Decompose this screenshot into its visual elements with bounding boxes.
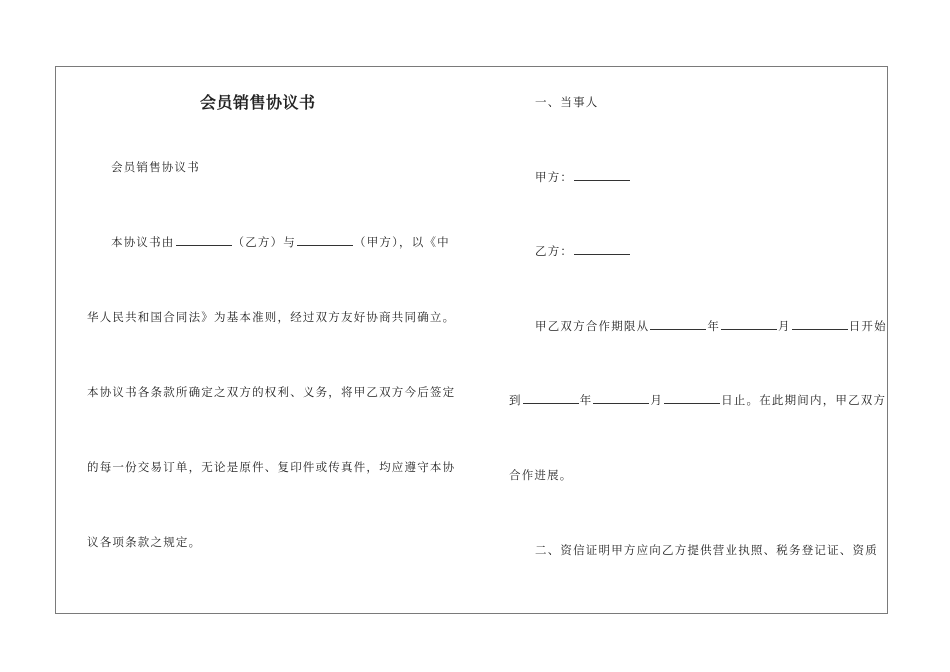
blank-end-month: [593, 392, 649, 404]
blank-start-month: [721, 318, 777, 330]
text-segment: 日开始: [848, 319, 887, 333]
paragraph-1-line-2: 华人民共和国合同法》为基本准则，经过双方友好协商共同确立。: [87, 310, 456, 324]
period-line-1: [535, 318, 887, 334]
text-segment: 本协议书由: [111, 235, 175, 249]
document-frame: [55, 66, 888, 614]
paragraph-2-line-1: 本协议书各条款所确定之双方的权利、义务，将甲乙双方今后签定: [87, 385, 456, 399]
document-title: 会员销售协议书: [200, 93, 316, 112]
period-line-3: 合作进展。: [509, 468, 573, 482]
section-1-heading: 一、当事人: [535, 95, 599, 109]
text-segment: （甲方），以《中: [354, 235, 450, 249]
blank-start-year: [650, 318, 706, 330]
document-subtitle: 会员销售协议书: [111, 160, 200, 174]
blank-start-day: [792, 318, 848, 330]
text-segment: 年: [579, 393, 593, 407]
section-2-line-1: 二、资信证明甲方应向乙方提供营业执照、税务登记证、资质: [535, 543, 878, 557]
blank-party-b-name: [574, 243, 630, 255]
party-b-line: [535, 243, 631, 259]
text-segment: 月: [650, 393, 664, 407]
blank-party-b: [176, 234, 232, 246]
blank-end-day: [664, 392, 720, 404]
party-a-label: 甲方：: [535, 170, 574, 184]
period-line-2: [509, 392, 886, 408]
text-segment: 年: [707, 319, 721, 333]
text-segment: 月: [778, 319, 791, 333]
text-segment: （乙方）与: [232, 235, 296, 249]
paragraph-2-line-3: 议各项条款之规定。: [87, 535, 202, 549]
blank-party-a: [297, 234, 353, 246]
text-segment: 甲乙双方合作期限从: [535, 319, 650, 333]
party-a-line: [535, 169, 631, 185]
paragraph-2-line-2: 的每一份交易订单，无论是原件、复印件或传真件，均应遵守本协: [87, 460, 456, 474]
party-b-label: 乙方：: [535, 244, 574, 258]
paragraph-1-line-1: [111, 234, 450, 250]
text-segment: 到: [509, 393, 522, 407]
blank-end-year: [523, 392, 579, 404]
blank-party-a-name: [574, 169, 630, 181]
text-segment: 日止。在此期间内，甲乙双方: [721, 393, 887, 407]
